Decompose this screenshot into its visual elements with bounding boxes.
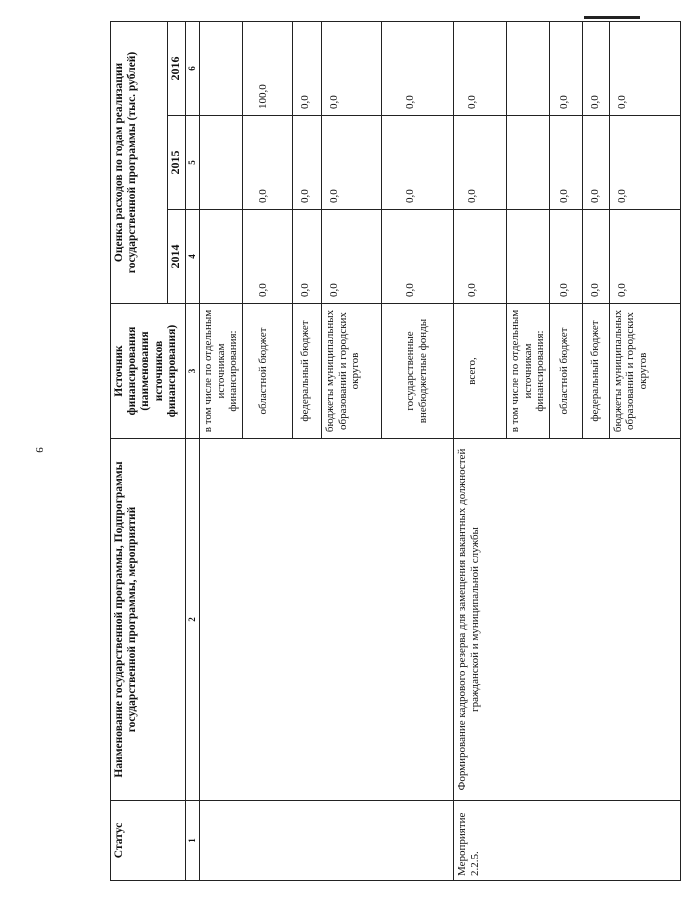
table-row bbox=[200, 21, 243, 880]
value-cell: 0,0 bbox=[292, 210, 321, 304]
source-cell: в том числе по отдельным источникам финансирования: bbox=[506, 304, 549, 439]
year-2014: 2014 bbox=[168, 210, 186, 304]
value-cell: 0,0 bbox=[609, 116, 680, 210]
rotated-table-page bbox=[110, 22, 652, 881]
value-cell: 0,0 bbox=[582, 116, 609, 210]
value-cell: 0,0 bbox=[242, 210, 292, 304]
value-cell bbox=[200, 21, 243, 115]
value-cell bbox=[506, 21, 549, 115]
value-cell: 0,0 bbox=[381, 116, 453, 210]
col-number: 1 bbox=[186, 801, 200, 881]
value-cell: 0,0 bbox=[582, 210, 609, 304]
value-cell: 0,0 bbox=[321, 116, 381, 210]
col-number: 3 bbox=[186, 304, 200, 439]
table-row bbox=[453, 21, 506, 880]
value-cell: 0,0 bbox=[453, 116, 506, 210]
value-cell: 0,0 bbox=[242, 116, 292, 210]
value-cell: 100,0 bbox=[242, 21, 292, 115]
source-cell: федеральный бюджет bbox=[582, 304, 609, 439]
scan-edge-line bbox=[584, 16, 640, 19]
header-estimate: Оценка расходов по годам реализации государственной программы (тыс. рублей) bbox=[111, 21, 168, 303]
source-cell: федеральный бюджет bbox=[292, 304, 321, 439]
name-cell bbox=[200, 439, 454, 801]
value-cell bbox=[200, 210, 243, 304]
col-number: 4 bbox=[186, 210, 200, 304]
source-cell: государственные внебюджетные фонды bbox=[381, 304, 453, 439]
year-2015: 2015 bbox=[168, 116, 186, 210]
value-cell: 0,0 bbox=[292, 21, 321, 115]
col-number: 5 bbox=[186, 116, 200, 210]
value-cell: 0,0 bbox=[582, 21, 609, 115]
year-2016: 2016 bbox=[168, 21, 186, 115]
source-cell: в том числе по отдельным источникам финансирования: bbox=[200, 304, 243, 439]
status-cell bbox=[200, 801, 454, 881]
col-number: 2 bbox=[186, 439, 200, 801]
value-cell: 0,0 bbox=[381, 210, 453, 304]
page-number: 9 bbox=[32, 447, 45, 453]
value-cell: 0,0 bbox=[549, 21, 582, 115]
header-name: Наименование государственной программы, Подпрограммы государственной программы, мероприятий bbox=[111, 439, 186, 801]
header-status: Статус bbox=[111, 801, 186, 881]
source-cell: бюджеты муниципальных образований и городских округов bbox=[321, 304, 381, 439]
name-cell: Формирование кадрового резерва для замещения вакантных должностей гражданской и муниципальной службы bbox=[453, 439, 680, 801]
status-cell: Мероприятие 2.2.5. bbox=[453, 801, 680, 881]
value-cell: 0,0 bbox=[321, 21, 381, 115]
value-cell: 0,0 bbox=[609, 210, 680, 304]
value-cell: 0,0 bbox=[321, 210, 381, 304]
header-source: Источник финансирования (наименования источников финансирования) bbox=[111, 304, 186, 439]
value-cell: 0,0 bbox=[292, 116, 321, 210]
value-cell: 0,0 bbox=[453, 21, 506, 115]
header-row bbox=[111, 21, 168, 880]
value-cell: 0,0 bbox=[453, 210, 506, 304]
value-cell bbox=[200, 116, 243, 210]
source-cell: областной бюджет bbox=[549, 304, 582, 439]
financing-table bbox=[110, 21, 681, 881]
value-cell bbox=[506, 210, 549, 304]
source-cell: всего, bbox=[453, 304, 506, 439]
column-numbers-row bbox=[186, 21, 200, 880]
value-cell: 0,0 bbox=[549, 116, 582, 210]
value-cell: 0,0 bbox=[381, 21, 453, 115]
source-cell: бюджеты муниципальных образований и городских округов bbox=[609, 304, 680, 439]
value-cell: 0,0 bbox=[549, 210, 582, 304]
col-number: 6 bbox=[186, 21, 200, 115]
value-cell: 0,0 bbox=[609, 21, 680, 115]
source-cell: областной бюджет bbox=[242, 304, 292, 439]
value-cell bbox=[506, 116, 549, 210]
